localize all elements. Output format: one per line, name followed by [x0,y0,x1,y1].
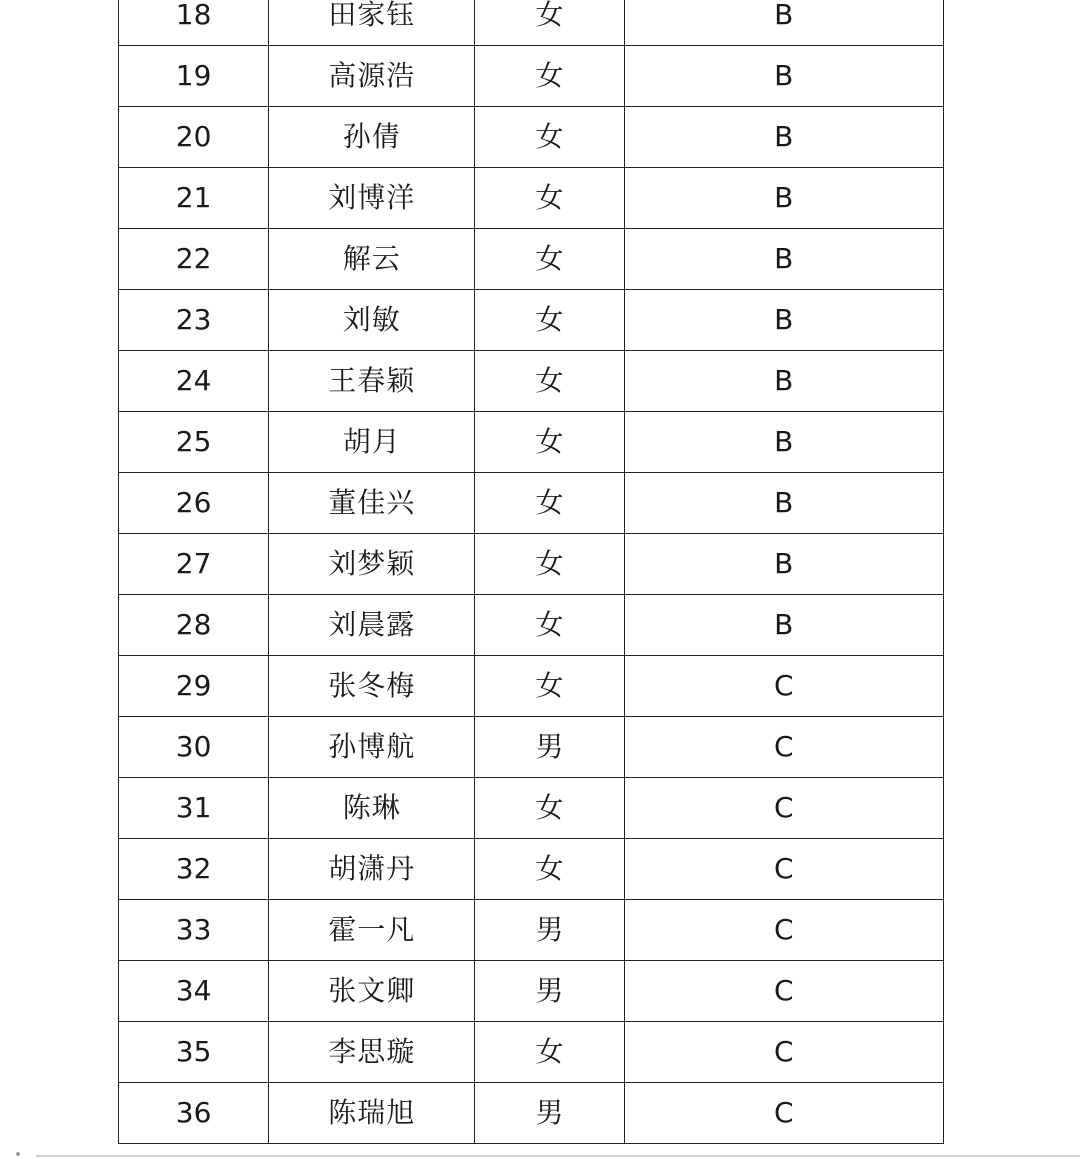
student-grade: C [624,717,943,778]
student-grade: B [624,351,943,412]
student-grade: B [624,107,943,168]
table-row [119,229,944,290]
row-number: 24 [119,351,269,412]
student-name: 解云 [269,229,475,290]
row-number: 36 [119,1083,269,1144]
row-number: 34 [119,961,269,1022]
table-row [119,46,944,107]
student-name: 陈瑞旭 [269,1083,475,1144]
row-number: 29 [119,656,269,717]
student-grade: C [624,900,943,961]
student-grade: C [624,839,943,900]
student-sex: 女 [475,656,624,717]
table-row [119,961,944,1022]
table-row [119,351,944,412]
student-name: 田家钰 [269,0,475,46]
student-sex: 男 [475,717,624,778]
student-grade: B [624,473,943,534]
roster-table-body [119,0,944,1144]
table-row [119,1022,944,1083]
row-number: 35 [119,1022,269,1083]
student-grade: C [624,1083,943,1144]
student-grade: B [624,290,943,351]
row-number: 23 [119,290,269,351]
row-number: 31 [119,778,269,839]
table-row [119,0,944,46]
row-number: 26 [119,473,269,534]
student-name: 张文卿 [269,961,475,1022]
student-grade: B [624,229,943,290]
table-row [119,473,944,534]
table-row [119,534,944,595]
student-name: 胡潇丹 [269,839,475,900]
row-number: 22 [119,229,269,290]
table-row [119,839,944,900]
page-bottom-rule [36,1155,1080,1157]
student-grade: C [624,961,943,1022]
student-sex: 女 [475,107,624,168]
table-row [119,656,944,717]
student-sex: 女 [475,290,624,351]
table-row [119,290,944,351]
student-name: 刘敏 [269,290,475,351]
roster-table [118,0,944,1144]
row-number: 20 [119,107,269,168]
student-sex: 男 [475,900,624,961]
student-name: 李思璇 [269,1022,475,1083]
row-number: 33 [119,900,269,961]
student-sex: 女 [475,1022,624,1083]
student-grade: B [624,534,943,595]
student-sex: 女 [475,229,624,290]
row-number: 28 [119,595,269,656]
student-grade: B [624,46,943,107]
student-sex: 男 [475,961,624,1022]
table-row [119,717,944,778]
table-row [119,900,944,961]
student-name: 孙倩 [269,107,475,168]
student-sex: 女 [475,534,624,595]
student-sex: 女 [475,839,624,900]
row-number: 32 [119,839,269,900]
row-number: 27 [119,534,269,595]
student-name: 高源浩 [269,46,475,107]
student-grade: C [624,656,943,717]
student-name: 霍一凡 [269,900,475,961]
student-sex: 女 [475,595,624,656]
row-number: 19 [119,46,269,107]
student-sex: 女 [475,168,624,229]
table-row [119,168,944,229]
table-row [119,107,944,168]
student-sex: 女 [475,412,624,473]
student-sex: 女 [475,0,624,46]
table-row [119,778,944,839]
student-name: 董佳兴 [269,473,475,534]
student-grade: B [624,595,943,656]
student-grade: B [624,0,943,46]
student-grade: C [624,1022,943,1083]
student-name: 刘晨露 [269,595,475,656]
student-sex: 女 [475,778,624,839]
student-name: 王春颖 [269,351,475,412]
student-name: 刘博洋 [269,168,475,229]
table-row [119,412,944,473]
student-name: 孙博航 [269,717,475,778]
student-grade: C [624,778,943,839]
page-corner-mark [16,1152,20,1156]
student-name: 胡月 [269,412,475,473]
student-sex: 女 [475,351,624,412]
student-sex: 女 [475,473,624,534]
roster-sheet [118,0,944,1144]
table-row [119,595,944,656]
student-grade: B [624,168,943,229]
row-number: 18 [119,0,269,46]
student-sex: 男 [475,1083,624,1144]
student-name: 陈琳 [269,778,475,839]
row-number: 30 [119,717,269,778]
student-name: 刘梦颖 [269,534,475,595]
student-name: 张冬梅 [269,656,475,717]
row-number: 21 [119,168,269,229]
row-number: 25 [119,412,269,473]
student-grade: B [624,412,943,473]
student-sex: 女 [475,46,624,107]
table-row [119,1083,944,1144]
